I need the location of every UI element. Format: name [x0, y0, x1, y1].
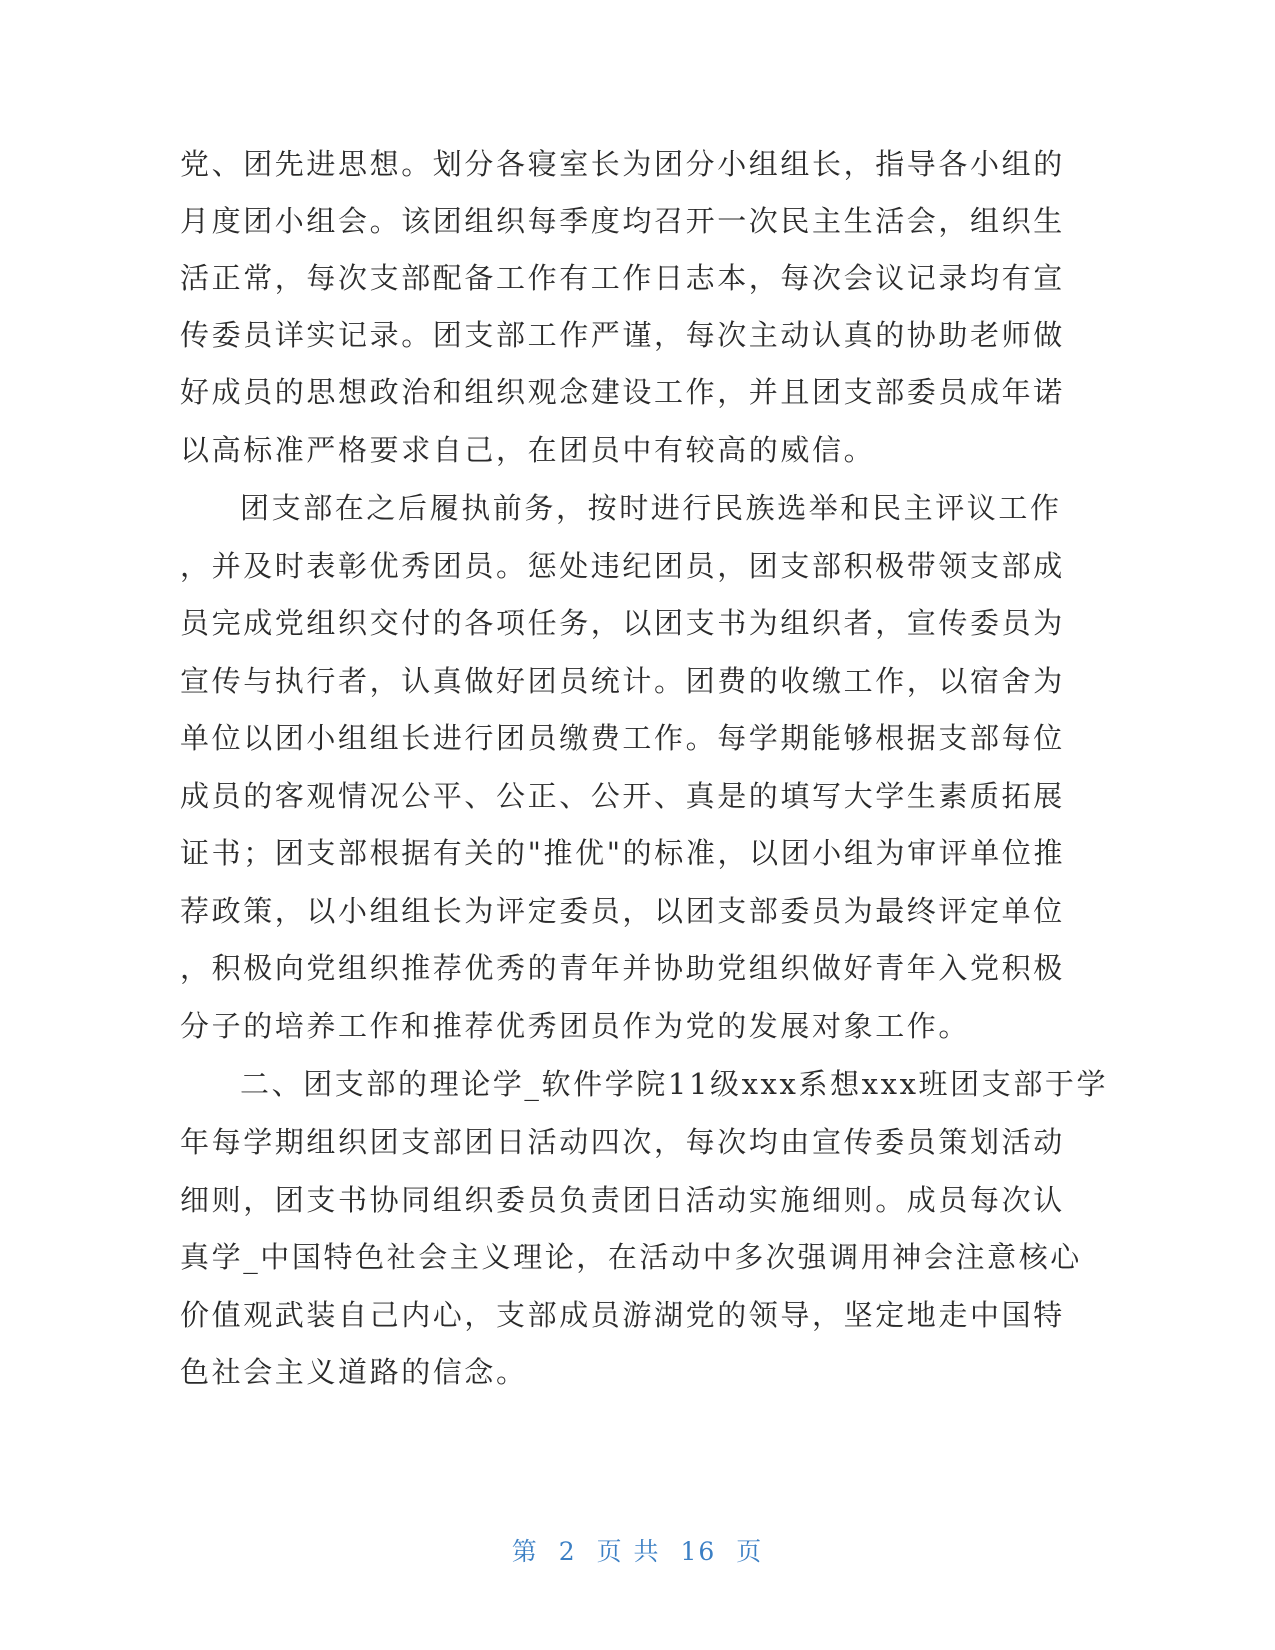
text-line: 证书；团支部根据有关的"推优"的标准，以团小组为审评单位推	[180, 836, 1066, 870]
text-line: 传委员详实记录。团支部工作严谨，每次主动认真的协助老师做	[180, 318, 1065, 352]
text-line: 好成员的思想政治和组织观念建设工作，并且团支部委员成年诺	[180, 375, 1065, 409]
text-line: ，并及时表彰优秀团员。惩处违纪团员，团支部积极带领支部成	[180, 549, 1065, 583]
footer-middle: 页 共	[596, 1537, 661, 1566]
text-line: ，积极向党组织推荐优秀的青年并协助党组织做好青年入党积极	[180, 951, 1065, 985]
text-line: 色社会主义道路的信念。	[180, 1355, 528, 1389]
text-line: 成员的客观情况公平、公正、公开、真是的填写大学生素质拓展	[180, 779, 1065, 813]
text-line: 分子的培养工作和推荐优秀团员作为党的发展对象工作。	[180, 1009, 971, 1043]
text-line: 真学_中国特色社会主义理论，在活动中多次强调用神会注意核心	[180, 1240, 1082, 1274]
page-footer	[0, 1532, 1275, 1568]
text-line: 二、团支部的理论学_软件学院11级xxx系想xxx班团支部于学	[240, 1067, 1109, 1101]
text-line: 细则，团支书协同组织委员负责团日活动实施细则。成员每次认	[180, 1183, 1065, 1217]
text-line: 活正常，每次支部配备工作有工作日志本，每次会议记录均有宣	[180, 261, 1065, 295]
text-line: 价值观武装自己内心，支部成员游湖党的领导，坚定地走中国特	[180, 1298, 1065, 1332]
footer-prefix: 第	[511, 1537, 539, 1566]
text-line: 年每学期组织团支部团日活动四次，每次均由宣传委员策划活动	[180, 1125, 1065, 1159]
text-line: 荐政策，以小组组长为评定委员，以团支部委员为最终评定单位	[180, 894, 1065, 928]
text-line: 以高标准严格要求自己，在团员中有较高的威信。	[180, 433, 876, 467]
current-page-number: 2	[558, 1537, 577, 1566]
text-line: 月度团小组会。该团组织每季度均召开一次民主生活会，组织生	[180, 204, 1065, 238]
text-line: 团支部在之后履执前务，按时进行民族选举和民主评议工作	[240, 491, 1062, 525]
text-line: 单位以团小组组长进行团员缴费工作。每学期能够根据支部每位	[180, 721, 1065, 755]
text-line: 员完成党组织交付的各项任务，以团支书为组织者，宣传委员为	[180, 606, 1065, 640]
text-line: 宣传与执行者，认真做好团员统计。团费的收缴工作，以宿舍为	[180, 664, 1065, 698]
total-page-count: 16	[680, 1537, 717, 1566]
footer-suffix: 页	[736, 1537, 764, 1566]
text-line: 党、团先进思想。划分各寝室长为团分小组组长，指导各小组的	[180, 147, 1065, 181]
